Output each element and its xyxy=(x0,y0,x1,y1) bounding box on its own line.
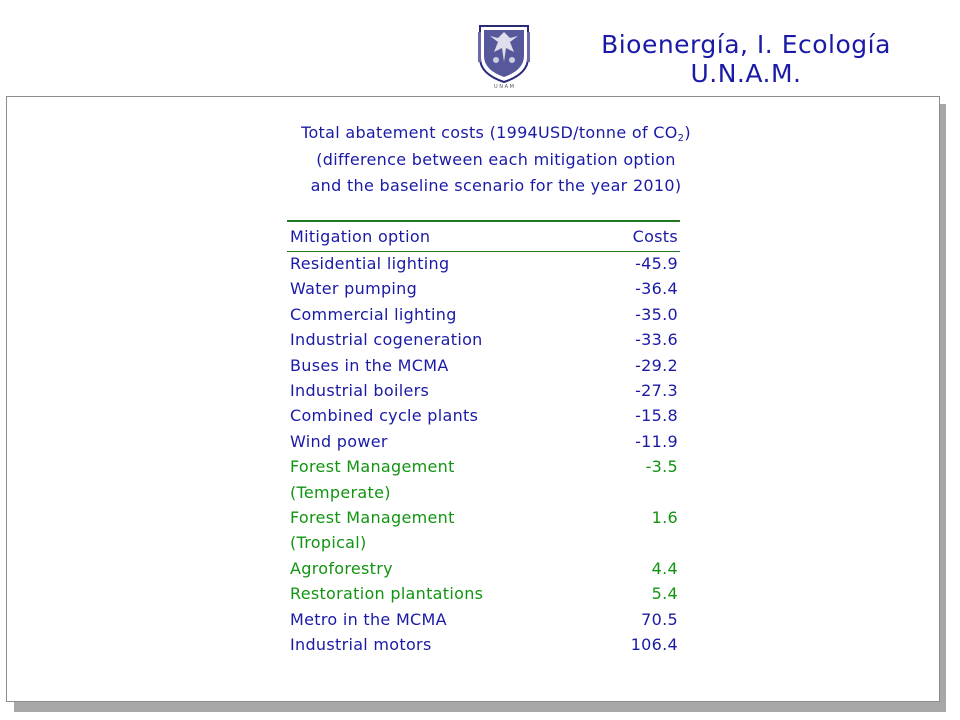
table-row xyxy=(290,277,678,301)
row-cost: -3.5 xyxy=(645,457,678,477)
table-row xyxy=(290,531,678,555)
row-option: Water pumping xyxy=(290,279,418,299)
row-option: Commercial lighting xyxy=(290,304,457,324)
table-row xyxy=(290,557,678,581)
row-cost: -33.6 xyxy=(635,330,678,350)
table-title-line1: Total abatement costs (1994USD/tonne of $CO_2$) xyxy=(301,123,691,144)
table-row xyxy=(290,404,678,428)
row-cost: -45.9 xyxy=(635,254,678,273)
row-option: Wind power xyxy=(290,431,388,451)
row-cost: 70.5 xyxy=(641,609,678,629)
table-row xyxy=(290,633,678,657)
table-row xyxy=(290,481,678,505)
table-row xyxy=(290,430,678,454)
table-row xyxy=(290,506,678,530)
row-cost: 1.6 xyxy=(651,508,678,527)
row-option: (Temperate) xyxy=(290,482,391,502)
table-title xyxy=(236,120,756,200)
row-cost: -27.3 xyxy=(635,381,678,400)
header-title-line2: U.N.A.M. xyxy=(690,59,802,88)
table-header-row xyxy=(290,225,678,249)
row-option: Metro in the MCMA xyxy=(290,609,447,629)
table-row xyxy=(290,252,678,276)
row-cost: -11.9 xyxy=(635,431,678,451)
row-option: Forest Management xyxy=(290,508,455,527)
header-title xyxy=(560,30,932,88)
unam-seal-logo xyxy=(474,22,534,90)
row-cost: -36.4 xyxy=(635,279,678,299)
table-row xyxy=(290,455,678,479)
row-option: Agroforestry xyxy=(290,558,393,578)
row-option: Industrial boilers xyxy=(290,381,430,400)
row-option: Combined cycle plants xyxy=(290,406,479,426)
row-cost: -29.2 xyxy=(635,355,678,375)
row-cost: 106.4 xyxy=(630,635,678,654)
column-header-cost: Costs xyxy=(632,227,678,246)
table-title-line2: (difference between each mitigation option xyxy=(316,149,676,169)
table-row xyxy=(290,582,678,606)
logo-caption: U N A M xyxy=(494,84,514,90)
table-row xyxy=(290,328,678,352)
row-option: Buses in the MCMA xyxy=(290,355,449,375)
table-row xyxy=(290,608,678,632)
row-cost: 5.4 xyxy=(651,584,678,604)
row-option: Residential lighting xyxy=(290,254,450,273)
row-option: Industrial cogeneration xyxy=(290,330,483,350)
table-title-line3: and the baseline scenario for the year 2010) xyxy=(310,176,682,195)
table-row xyxy=(290,303,678,327)
table-row xyxy=(290,379,678,403)
row-cost: -15.8 xyxy=(635,406,678,426)
row-cost: 4.4 xyxy=(651,558,678,578)
table-top-rule xyxy=(287,220,680,222)
row-option: Restoration plantations xyxy=(290,584,484,604)
row-cost: -35.0 xyxy=(635,304,678,324)
row-option: Industrial motors xyxy=(290,635,432,654)
row-option: (Tropical) xyxy=(290,533,367,553)
table-row xyxy=(290,354,678,378)
column-header-option: Mitigation option xyxy=(290,227,431,246)
row-option: Forest Management xyxy=(290,457,455,477)
header-title-line1: Bioenergía, I. Ecología xyxy=(601,30,891,59)
